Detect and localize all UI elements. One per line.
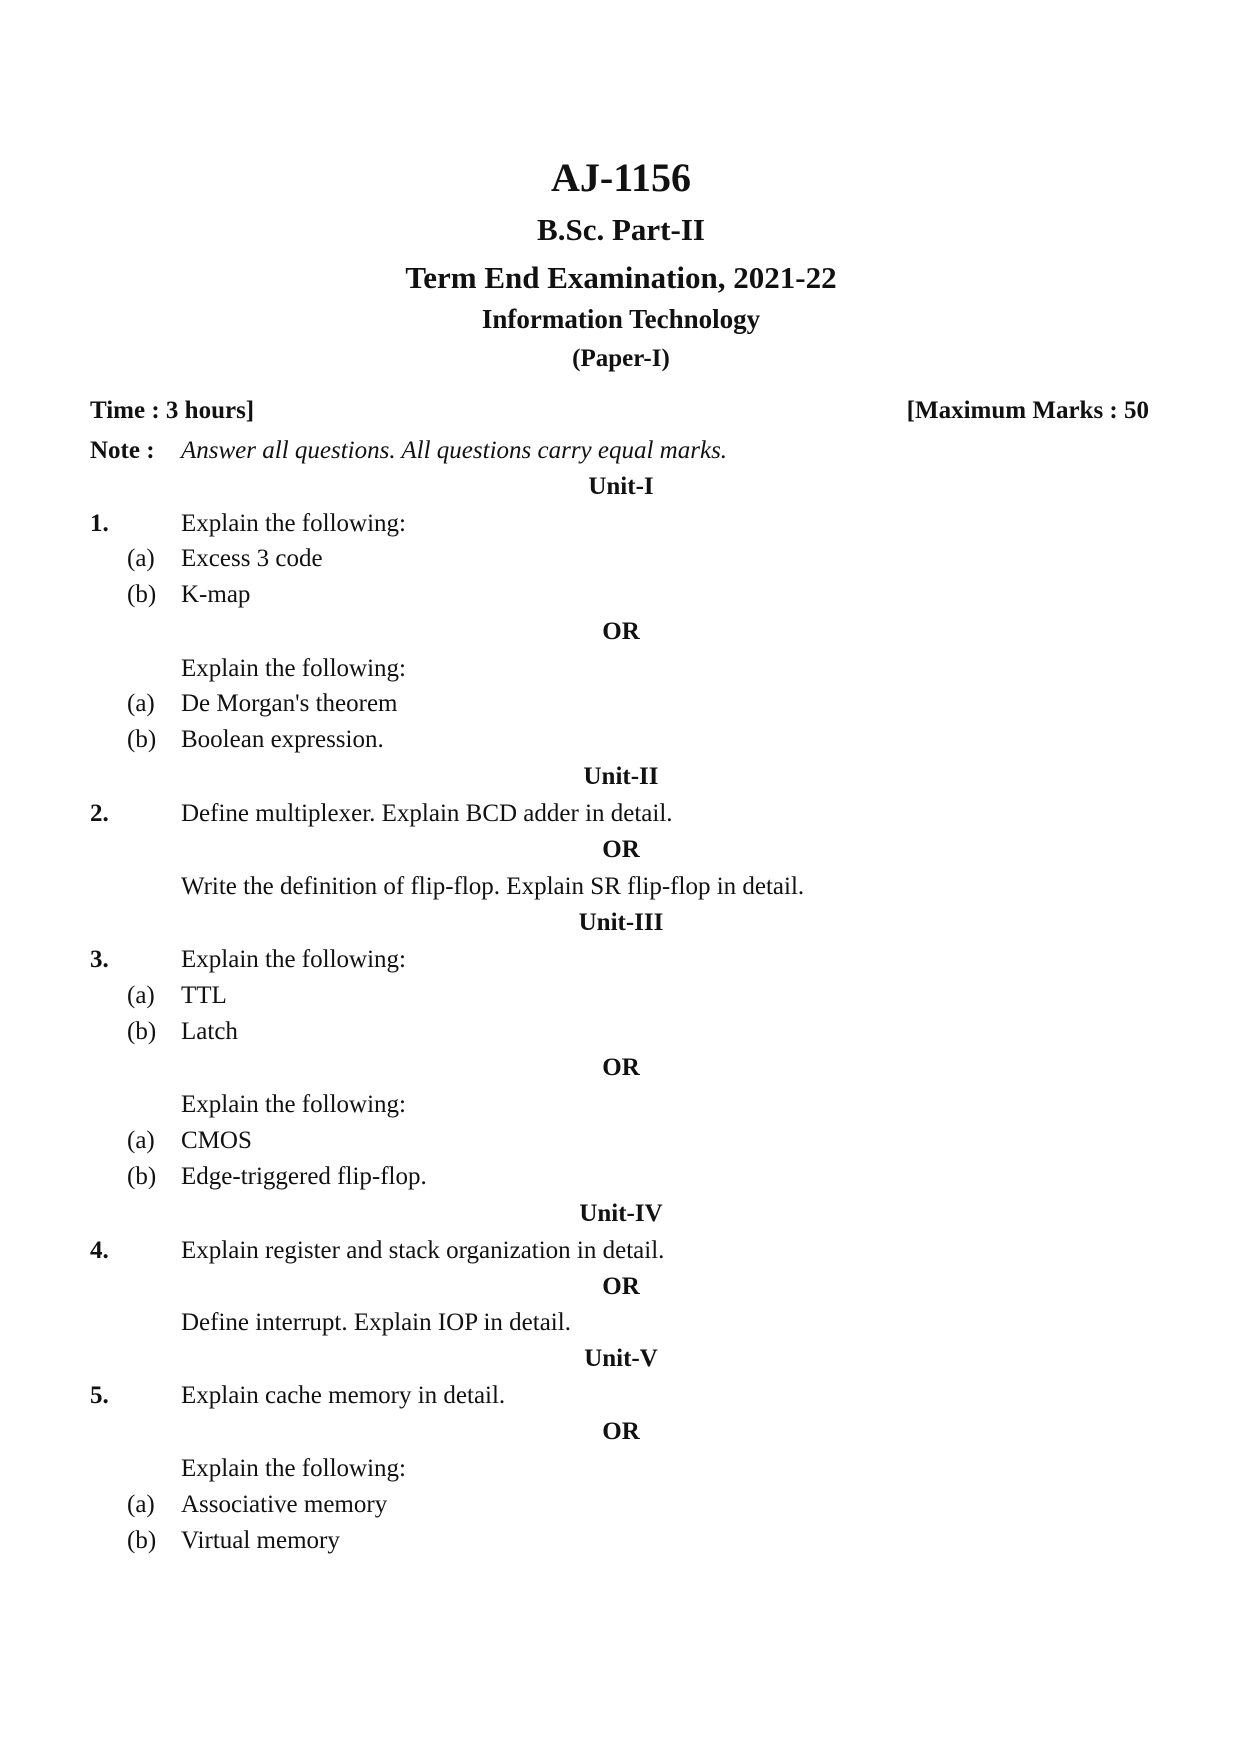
option-label: (a) [127,690,155,717]
option-label: (a) [127,982,155,1009]
question-2-text: Define multiplexer. Explain BCD adder in detail. [181,800,673,827]
course-title: B.Sc. Part-II [537,212,705,247]
question-2-alt-text: Write the definition of flip-flop. Explain SR flip-flop in detail. [181,873,805,900]
unit-5-title: Unit-V [584,1345,658,1372]
option-text: Associative memory [181,1491,388,1518]
question-1-number: 1. [90,510,109,537]
option-label: (a) [127,1127,155,1154]
paper-code: AJ-1156 [551,155,691,200]
or-label: OR [602,1273,640,1300]
subject-title: Information Technology [481,304,761,334]
option-text: Latch [181,1018,238,1045]
option-label: (a) [127,545,155,572]
option-label: (b) [127,1018,157,1045]
unit-3-title: Unit-III [578,909,664,936]
or-label: OR [602,836,640,863]
time-label: Time : 3 hours] [90,397,255,424]
option-label: (b) [127,1163,157,1190]
option-text: Boolean expression. [181,726,384,753]
question-5-text: Explain cache memory in detail. [181,1382,506,1409]
exam-title: Term End Examination, 2021-22 [405,260,837,295]
note-text: Answer all questions. All questions carry equal marks. [181,437,728,464]
option-text: TTL [181,982,227,1009]
option-text: Virtual memory [181,1527,340,1554]
question-4-text: Explain register and stack organization in detail. [181,1237,665,1264]
or-label: OR [602,1054,640,1081]
question-1-alt-text: Explain the following: [181,655,406,682]
option-label: (a) [127,1491,155,1518]
question-5-number: 5. [90,1382,109,1409]
option-text: CMOS [181,1127,252,1154]
option-label: (b) [127,726,157,753]
or-label: OR [602,618,640,645]
question-2-number: 2. [90,800,109,827]
question-3-number: 3. [90,946,109,973]
option-label: (b) [127,581,157,608]
question-3-text: Explain the following: [181,946,406,973]
question-1-text: Explain the following: [181,510,406,537]
unit-2-title: Unit-II [583,763,659,790]
note-label: Note : [90,437,155,464]
question-4-alt-text: Define interrupt. Explain IOP in detail. [181,1309,571,1336]
option-text: De Morgan's theorem [181,690,398,717]
option-label: (b) [127,1527,157,1554]
option-text: Excess 3 code [181,545,323,572]
option-text: K-map [181,581,251,608]
max-marks-label: [Maximum Marks : 50 [906,397,1149,424]
unit-1-title: Unit-I [588,473,654,500]
or-label: OR [602,1418,640,1445]
unit-4-title: Unit-IV [579,1200,663,1227]
question-5-alt-text: Explain the following: [181,1455,406,1482]
question-4-number: 4. [90,1237,109,1264]
paper-label: (Paper-I) [572,345,670,372]
option-text: Edge-triggered flip-flop. [181,1163,427,1190]
question-3-alt-text: Explain the following: [181,1091,406,1118]
